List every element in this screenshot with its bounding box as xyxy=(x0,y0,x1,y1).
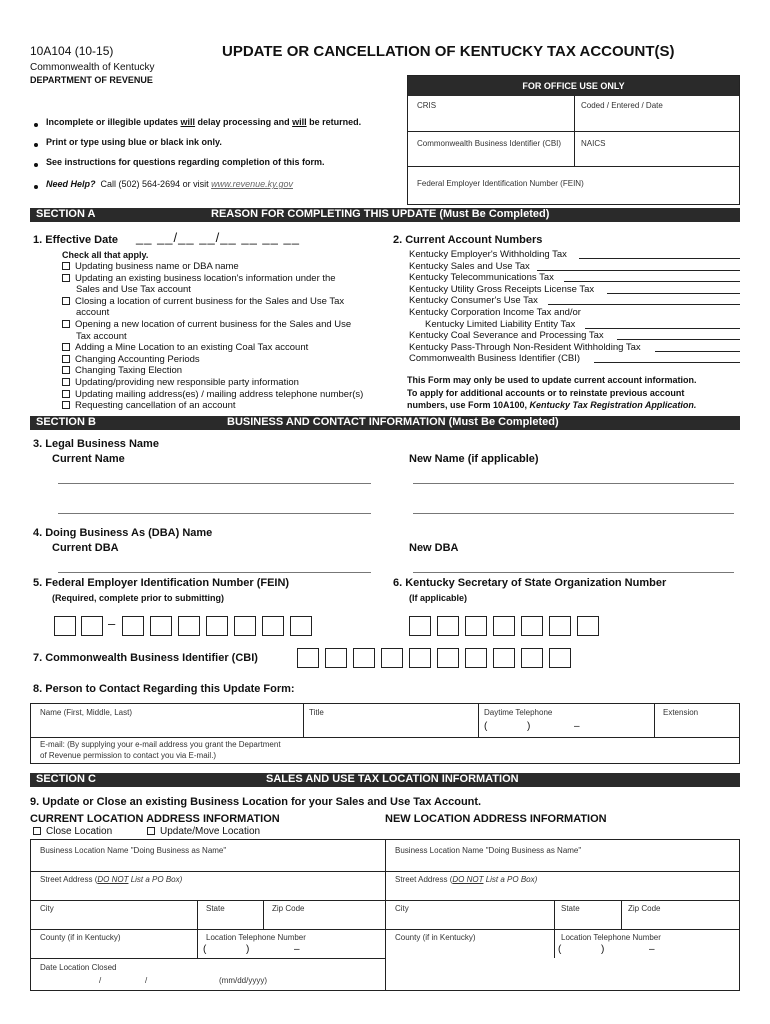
phone-paren-close: ) xyxy=(527,721,531,732)
new-name-line-2[interactable] xyxy=(413,513,734,514)
new-street-field[interactable]: Street Address (DO NOT List a PO Box) xyxy=(395,875,538,884)
contact-table xyxy=(30,703,740,764)
new-state-field[interactable]: State xyxy=(561,904,580,913)
section-c-label: SECTION C xyxy=(36,773,96,785)
section-c-title: SALES AND USE TAX LOCATION INFORMATION xyxy=(266,773,519,785)
contact-title-field[interactable]: Title xyxy=(309,708,324,717)
reason-item[interactable]: Updating an existing business location's information under the xyxy=(62,273,363,285)
checkbox[interactable] xyxy=(62,390,70,398)
reason-item[interactable]: Updating business name or DBA name xyxy=(62,261,363,273)
cbi-digit-box[interactable] xyxy=(325,648,347,668)
naics-field: NAICS xyxy=(581,139,606,148)
fein-digit-box[interactable] xyxy=(234,616,256,636)
q9-label: 9. Update or Close an existing Business Location for your Sales and Use Tax Account. xyxy=(30,796,482,808)
form-usage-note: This Form may only be used to update current account information. To apply for additional accounts or to reinstate previous account numbers, use Form 10A100, Kentucky Tax Registration Application. xyxy=(407,375,697,411)
checkbox[interactable] xyxy=(62,297,70,305)
current-dba-line[interactable] xyxy=(58,572,371,573)
fein-digit-box[interactable] xyxy=(290,616,312,636)
q6-label: 6. Kentucky Secretary of State Organization Number xyxy=(393,577,667,589)
cris-field: CRIS xyxy=(417,101,437,110)
date-closed-field[interactable]: Date Location Closed xyxy=(40,963,117,972)
fein-digit-box[interactable] xyxy=(54,616,76,636)
checkbox[interactable] xyxy=(62,274,70,282)
current-name-line-2[interactable] xyxy=(58,513,371,514)
new-city-field[interactable]: City xyxy=(395,904,409,913)
phone-dash: – xyxy=(574,721,580,732)
new-location-heading: NEW LOCATION ADDRESS INFORMATION xyxy=(385,813,607,825)
bullet-1: Incomplete or illegible updates will delay processing and will be returned. xyxy=(46,117,362,127)
q6-sub: (If applicable) xyxy=(409,593,468,603)
checkbox[interactable] xyxy=(62,401,70,409)
form-number: 10A104 (10-15) xyxy=(30,44,114,58)
cbi-digit-box[interactable] xyxy=(297,648,319,668)
fein-digit-box[interactable] xyxy=(206,616,228,636)
current-name-label: Current Name xyxy=(52,453,125,465)
sos-digit-box[interactable] xyxy=(521,616,543,636)
bullet-4: Need Help? Call (502) 564-2694 or visit www.revenue.ky.gov xyxy=(46,179,293,189)
cbi-digit-box[interactable] xyxy=(549,648,571,668)
bullet-3: See instructions for questions regarding completion of this form. xyxy=(46,157,325,167)
account-row[interactable]: Commonwealth Business Identifier (CBI) xyxy=(409,353,740,365)
checkbox[interactable] xyxy=(147,827,155,835)
new-location-phone-field[interactable]: Location Telephone Number xyxy=(561,933,661,942)
sos-digit-box[interactable] xyxy=(465,616,487,636)
page-title: UPDATE OR CANCELLATION OF KENTUCKY TAX ACCOUNT(S) xyxy=(222,43,675,60)
checkbox[interactable] xyxy=(62,320,70,328)
cbi-digit-box[interactable] xyxy=(353,648,375,668)
accounts-label: 2. Current Account Numbers xyxy=(393,234,543,246)
new-county-field[interactable]: County (if in Kentucky) xyxy=(395,933,476,942)
new-name-label: New Name (if applicable) xyxy=(409,453,539,465)
fein-digit-box[interactable] xyxy=(122,616,144,636)
contact-email-field[interactable]: E-mail: (By supplying your e-mail address you grant the Department of Revenue permission to contact you via E-mail.) xyxy=(40,740,281,760)
fein-digit-box[interactable] xyxy=(150,616,172,636)
fein-digit-box[interactable] xyxy=(81,616,103,636)
check-all-label: Check all that apply. xyxy=(62,250,149,260)
reason-item-cont: Tax account xyxy=(76,330,127,342)
reason-item[interactable]: Opening a new location of current business for the Sales and Use xyxy=(62,319,363,331)
q7-label: 7. Commonwealth Business Identifier (CBI) xyxy=(33,652,258,664)
section-a-label: SECTION A xyxy=(36,208,96,220)
org-line-1: Commonwealth of Kentucky xyxy=(30,62,155,73)
current-state-field[interactable]: State xyxy=(206,904,225,913)
q3-label: 3. Legal Business Name xyxy=(33,438,159,450)
fein-dash: – xyxy=(108,616,116,631)
checkbox[interactable] xyxy=(62,262,70,270)
phone-paren-close: ) xyxy=(246,944,250,955)
phone-paren-open: ( xyxy=(484,721,488,732)
new-dba-line[interactable] xyxy=(413,572,734,573)
fein-digit-box[interactable] xyxy=(262,616,284,636)
phone-paren-close: ) xyxy=(601,944,605,955)
section-b-label: SECTION B xyxy=(36,416,96,428)
current-name-line-1[interactable] xyxy=(58,483,371,484)
account-row[interactable]: Kentucky Limited Liability Entity Tax xyxy=(409,319,740,331)
fein-field: Federal Employer Identification Number (FEIN) xyxy=(417,179,584,188)
current-dba-label: Current DBA xyxy=(52,542,119,554)
close-location-option[interactable]: Close Location xyxy=(33,826,112,837)
q5-label: 5. Federal Employer Identification Number (FEIN) xyxy=(33,577,290,589)
account-row[interactable]: Kentucky Pass-Through Non-Resident Withholding Tax xyxy=(409,342,740,354)
new-dba-label: New DBA xyxy=(409,542,459,554)
cbi-digit-box[interactable] xyxy=(465,648,487,668)
checkbox[interactable] xyxy=(62,343,70,351)
sos-digit-box[interactable] xyxy=(409,616,431,636)
update-location-option[interactable]: Update/Move Location xyxy=(147,826,260,837)
current-biz-name-field[interactable]: Business Location Name "Doing Business as Name" xyxy=(40,846,227,855)
checkbox[interactable] xyxy=(33,827,41,835)
revenue-link[interactable]: www.revenue.ky.gov xyxy=(211,179,293,189)
phone-paren-open: ( xyxy=(203,944,207,955)
cbi-digit-box[interactable] xyxy=(493,648,515,668)
new-zip-field[interactable]: Zip Code xyxy=(628,904,661,913)
sos-digit-box[interactable] xyxy=(549,616,571,636)
reason-item[interactable]: Updating mailing address(es) / mailing address telephone number(s) xyxy=(62,389,363,401)
account-row-head: Kentucky Corporation Income Tax and/or xyxy=(409,306,581,318)
contact-name-field[interactable]: Name (First, Middle, Last) xyxy=(40,708,133,717)
account-row[interactable]: Kentucky Utility Gross Receipts License Tax xyxy=(409,284,740,296)
phone-dash: – xyxy=(649,944,655,955)
current-street-field[interactable]: Street Address (DO NOT List a PO Box) xyxy=(40,875,183,884)
section-b-bar xyxy=(30,416,740,430)
reason-item[interactable]: Changing Accounting Periods xyxy=(62,354,363,366)
current-location-phone-field[interactable]: Location Telephone Number xyxy=(206,933,306,942)
reason-item[interactable]: Requesting cancellation of an account xyxy=(62,400,363,412)
sos-digit-box[interactable] xyxy=(493,616,515,636)
checkbox[interactable] xyxy=(62,366,70,374)
contact-extension-field[interactable]: Extension xyxy=(663,708,699,717)
new-name-line-1[interactable] xyxy=(413,483,734,484)
cbi-digit-box[interactable] xyxy=(381,648,403,668)
office-use-header: FOR OFFICE USE ONLY xyxy=(408,76,739,96)
current-county-field[interactable]: County (if in Kentucky) xyxy=(40,933,121,942)
office-use-box xyxy=(407,75,740,205)
date-slash: / xyxy=(145,976,148,985)
q4-label: 4. Doing Business As (DBA) Name xyxy=(33,527,213,539)
date-slash: / xyxy=(99,976,102,985)
reason-item-cont: Sales and Use Tax account xyxy=(76,284,191,296)
accounts-list xyxy=(409,249,740,365)
checkbox[interactable] xyxy=(62,378,70,386)
current-zip-field[interactable]: Zip Code xyxy=(272,904,305,913)
account-row[interactable]: Kentucky Employer's Withholding Tax xyxy=(409,249,740,261)
reason-item[interactable]: Adding a Mine Location to an existing Coal Tax account xyxy=(62,342,363,354)
section-c-bar xyxy=(30,773,740,787)
account-row[interactable]: Kentucky Coal Severance and Processing Tax xyxy=(409,330,740,342)
bullet-2: Print or type using blue or black ink only. xyxy=(46,137,222,147)
phone-dash: – xyxy=(294,944,300,955)
new-biz-name-field[interactable]: Business Location Name "Doing Business as Name" xyxy=(395,846,582,855)
reason-item-cont: account xyxy=(76,307,110,319)
reason-item[interactable]: Closing a location of current business for the Sales and Use Tax xyxy=(62,296,363,308)
current-location-heading: CURRENT LOCATION ADDRESS INFORMATION xyxy=(30,813,280,825)
reason-item[interactable]: Updating/providing new responsible party information xyxy=(62,377,363,389)
account-row[interactable]: Kentucky Telecommunications Tax xyxy=(409,272,740,284)
coded-field: Coded / Entered / Date xyxy=(581,101,663,110)
current-city-field[interactable]: City xyxy=(40,904,54,913)
reasons-list xyxy=(62,261,363,412)
cbi-field: Commonwealth Business Identifier (CBI) xyxy=(417,139,562,148)
sos-digit-box[interactable] xyxy=(437,616,459,636)
account-row[interactable]: Kentucky Sales and Use Tax xyxy=(409,261,740,273)
effective-date-input[interactable]: __ __/__ __/__ __ __ __ xyxy=(136,230,300,245)
effective-date-label: 1. Effective Date xyxy=(33,234,118,246)
q5-sub: (Required, complete prior to submitting) xyxy=(52,593,225,603)
cbi-digit-box[interactable] xyxy=(521,648,543,668)
section-b-title: BUSINESS AND CONTACT INFORMATION (Must Be Completed) xyxy=(227,416,559,428)
cbi-digit-box[interactable] xyxy=(409,648,431,668)
checkbox[interactable] xyxy=(62,355,70,363)
reason-item[interactable]: Changing Taxing Election xyxy=(62,365,363,377)
section-a-title: REASON FOR COMPLETING THIS UPDATE (Must Be Completed) xyxy=(211,208,550,220)
location-table xyxy=(30,839,740,991)
fein-digit-box[interactable] xyxy=(178,616,200,636)
contact-phone-field[interactable]: Daytime Telephone xyxy=(484,708,553,717)
org-line-2: DEPARTMENT OF REVENUE xyxy=(30,75,153,85)
date-format: (mm/dd/yyyy) xyxy=(219,976,267,985)
sos-digit-box[interactable] xyxy=(577,616,599,636)
account-row[interactable]: Kentucky Consumer's Use Tax xyxy=(409,295,740,307)
phone-paren-open: ( xyxy=(558,944,562,955)
cbi-digit-box[interactable] xyxy=(437,648,459,668)
q8-label: 8. Person to Contact Regarding this Update Form: xyxy=(33,683,295,695)
section-a-bar xyxy=(30,208,740,222)
